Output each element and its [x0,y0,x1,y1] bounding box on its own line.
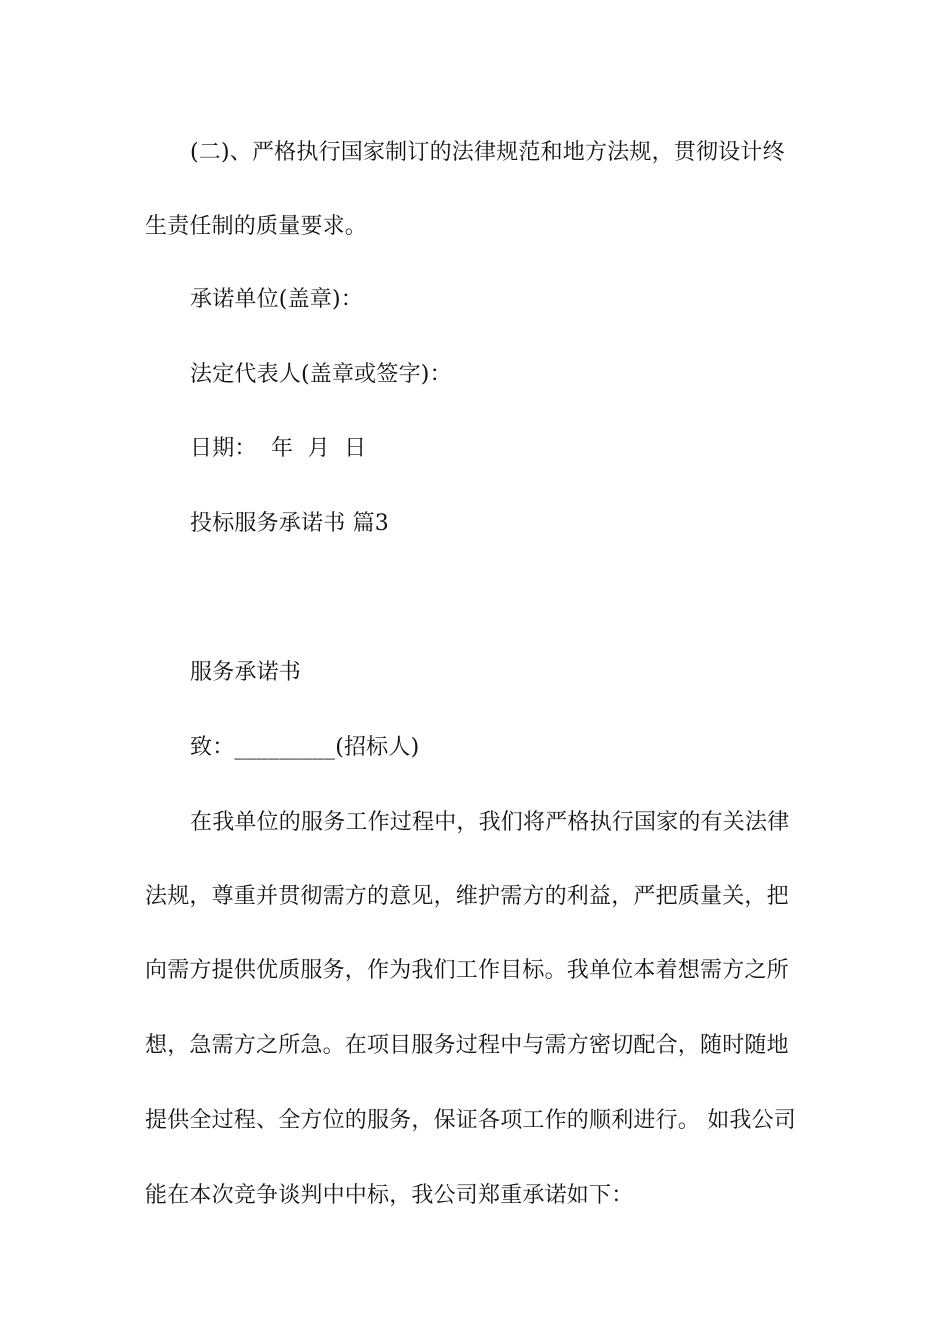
date-line: 日期： 年 月 日 [190,436,367,461]
paragraph-line: (二)、严格执行国家制订的法律规范和地方法规，贯彻设计终 [190,140,785,165]
paragraph-line: 能在本次竞争谈判中中标，我公司郑重承诺如下： [145,1183,634,1208]
paragraph-line: 提供全过程、全方位的服务，保证各项工作的顺利进行。 如我公司 [145,1108,796,1133]
paragraph-line: 生责任制的质量要求。 [145,214,368,239]
paragraph-line: 法规，尊重并贯彻需方的意见，维护需方的利益，严把质量关，把 [145,884,789,909]
paragraph-line: 想，急需方之所急。在项目服务过程中与需方密切配合，随时随地 [145,1033,789,1058]
document-title: 服务承诺书 [190,660,302,685]
signature-unit-line: 承诺单位(盖章)： [190,287,363,312]
legal-representative-line: 法定代表人(盖章或签字)： [190,362,452,387]
paragraph-line: 在我单位的服务工作过程中，我们将严格执行国家的有关法律 [190,810,790,835]
paragraph-line: 向需方提供优质服务，作为我们工作目标。我单位本着想需方之所 [145,958,789,983]
section-title: 投标服务承诺书 篇3 [190,511,389,536]
recipient-line: 致：_________(招标人) [190,735,420,760]
